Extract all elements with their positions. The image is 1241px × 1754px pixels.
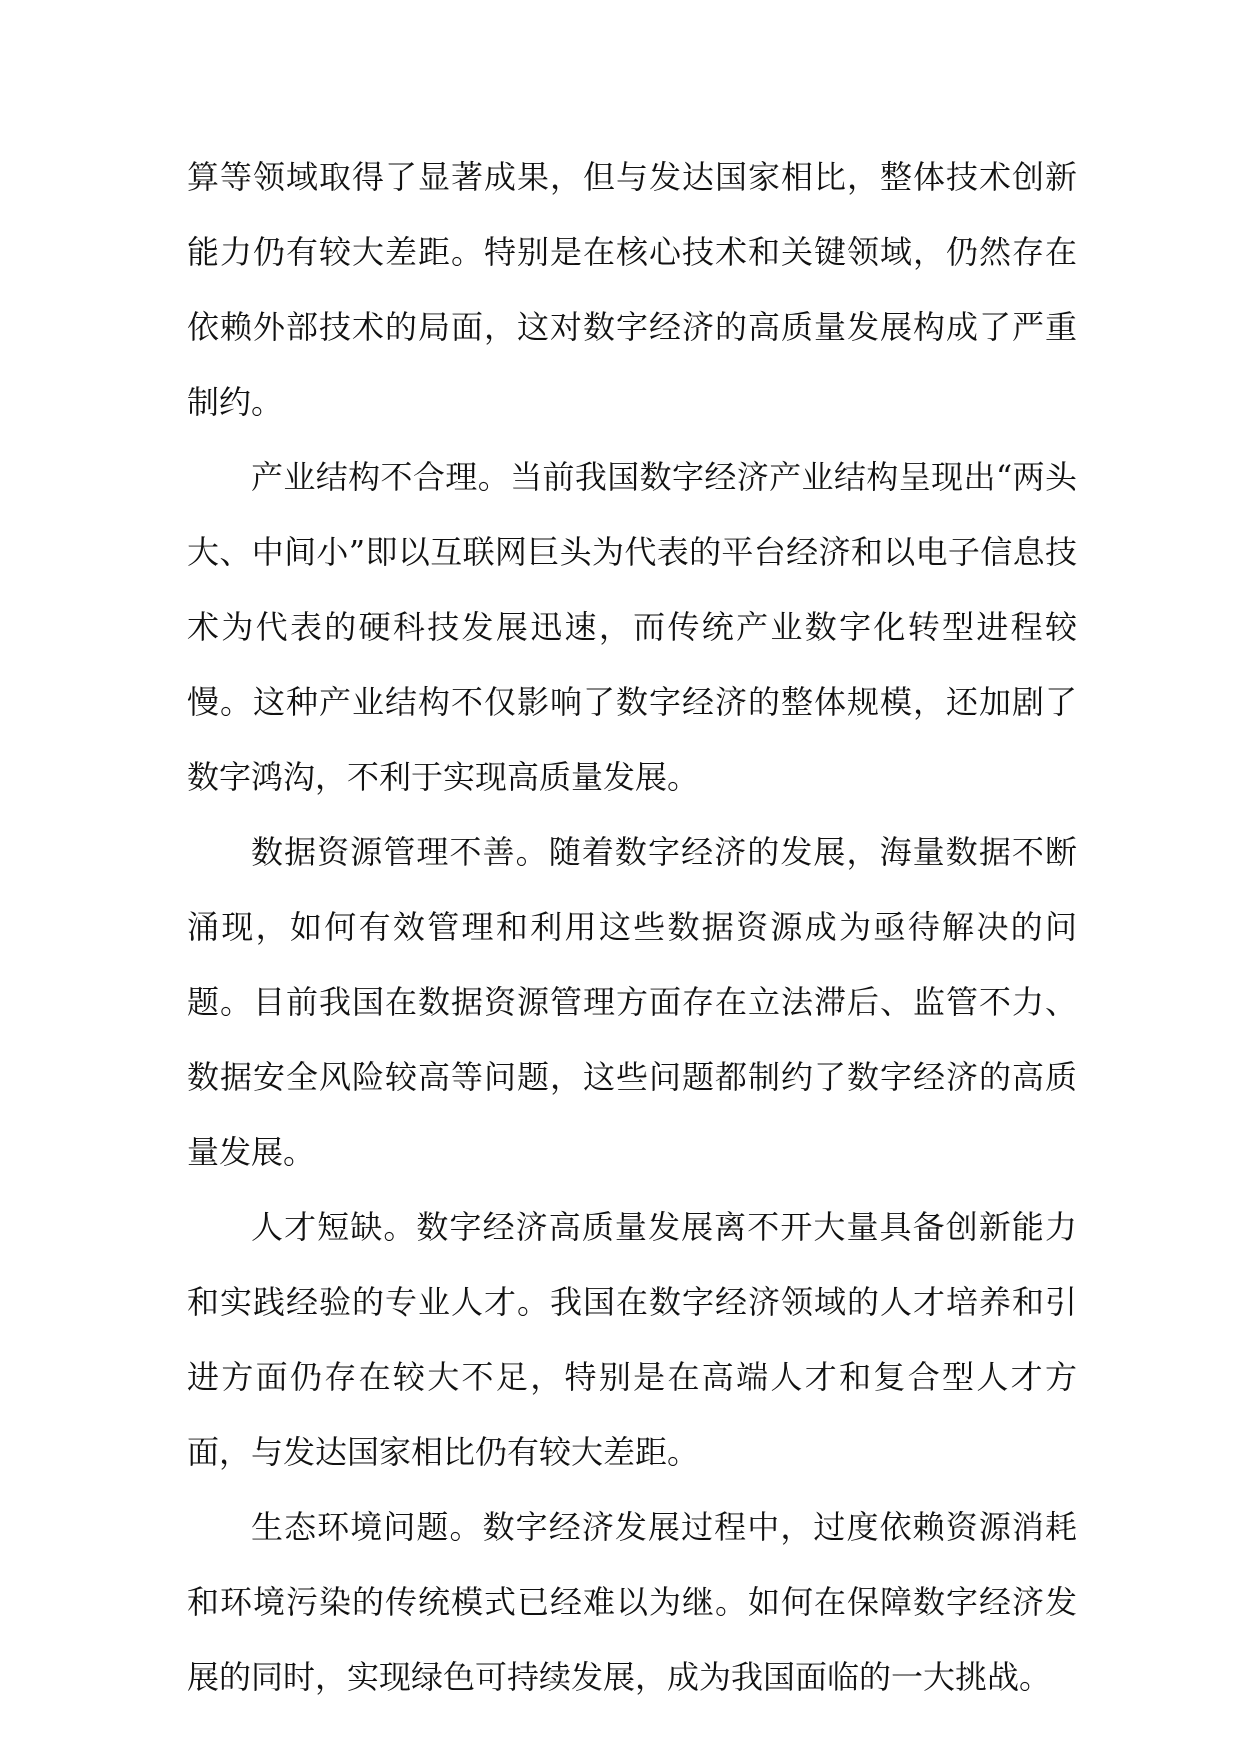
paragraph-talent-shortage: 人才短缺。数字经济高质量发展离不开大量具备创新能力和实践经验的专业人才。我国在数字经济领域的人才培养和引进方面仍存在较大不足，特别是在高端人才和复合型人才方面，与发达国家相比仍有较大差距。	[187, 1208, 1077, 1471]
document-body	[187, 140, 1077, 1715]
paragraph-environmental-issues: 生态环境问题。数字经济发展过程中，过度依赖资源消耗和环境污染的传统模式已经难以为继。如何在保障数字经济发展的同时，实现绿色可持续发展，成为我国面临的一大挑战。	[187, 1508, 1077, 1696]
paragraph-data-resource-management: 数据资源管理不善。随着数字经济的发展，海量数据不断涌现，如何有效管理和利用这些数据资源成为亟待解决的问题。目前我国在数据资源管理方面存在立法滞后、监管不力、数据安全风险较高等问题，这些问题都制约了数字经济的高质量发展。	[187, 833, 1077, 1171]
paragraph-industrial-structure: 产业结构不合理。当前我国数字经济产业结构呈现出“两头大、中间小”即以互联网巨头为代表的平台经济和以电子信息技术为代表的硬科技发展迅速，而传统产业数字化转型进程较慢。这种产业结构不仅影响了数字经济的整体规模，还加剧了数字鸿沟，不利于实现高质量发展。	[187, 458, 1077, 796]
paragraph-continuation: 算等领域取得了显著成果，但与发达国家相比，整体技术创新能力仍有较大差距。特别是在核心技术和关键领域，仍然存在依赖外部技术的局面，这对数字经济的高质量发展构成了严重制约。	[187, 158, 1077, 421]
